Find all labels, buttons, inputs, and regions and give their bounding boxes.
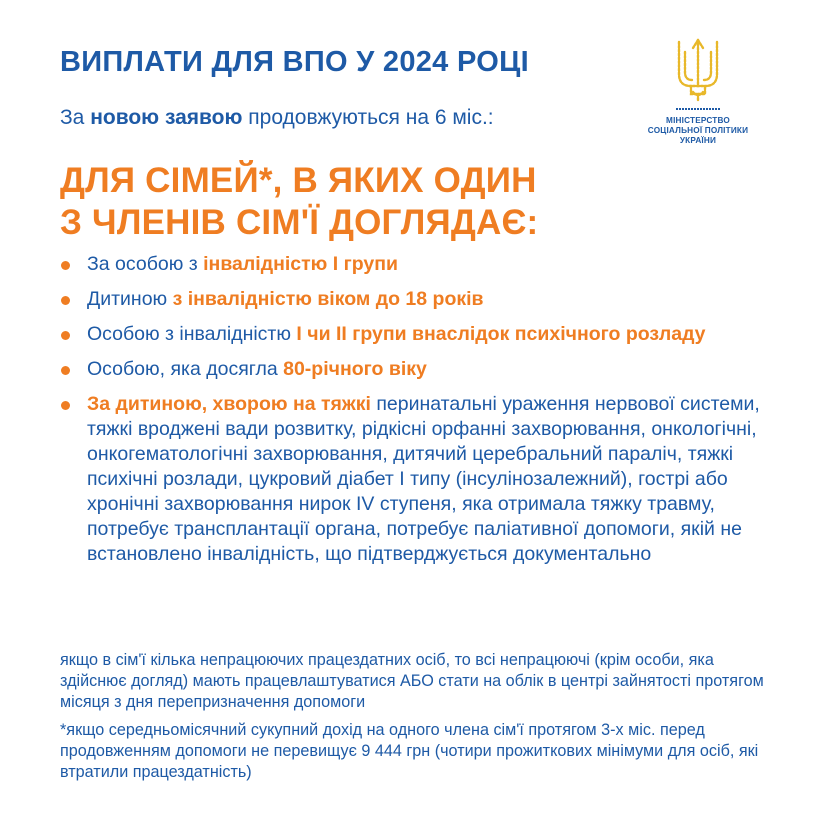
bullet-dot-icon (61, 296, 70, 305)
ministry-logo (646, 36, 750, 146)
list-item (60, 252, 760, 277)
trident-icon (673, 36, 723, 102)
item-highlight: 80-річного віку (283, 358, 427, 380)
ministry-name-line-2: СОЦІАЛЬНОЇ ПОЛІТИКИ (647, 126, 749, 135)
ministry-name-line-1: МІНІСТЕРСТВО (666, 116, 730, 125)
bullet-dot-icon (61, 331, 70, 340)
list-item (60, 287, 760, 312)
item-text: Особою з інвалідністю (87, 323, 297, 345)
item-highlight: інвалідністю I групи (203, 253, 398, 275)
ministry-name-line-3: УКРАЇНИ (679, 136, 717, 145)
section-heading (60, 160, 538, 244)
item-highlight: I чи II групи внаслідок психічного розладу (296, 323, 706, 345)
list-item (60, 357, 760, 382)
list-item (60, 392, 760, 567)
bullet-dot-icon (61, 401, 70, 410)
list-item (60, 322, 760, 347)
bullet-dot-icon (61, 261, 70, 270)
item-text: Особою, яка досягла (87, 358, 284, 380)
page-title: ВИПЛАТИ ДЛЯ ВПО У 2024 РОЦІ (60, 46, 529, 78)
bullet-dot-icon (61, 366, 70, 375)
item-highlight: з інвалідністю віком до 18 років (172, 288, 484, 310)
eligibility-list (60, 252, 760, 577)
item-rest: перинатальні ураження нервової системи, тяжкі вроджені вади розвитку, рідкісні орфанні захворювання, онкологічні, онкогематологічні захворювання, дитячий церебральний параліч, тяжкі психічні розлади, цукровий діабет I типу (інсулінозалежний), гострі або хронічні захворювання нирок IV ступеня, яка отримала тяжку травму, потребує трансплантації органа, потребує паліативної допомоги, якій не встановлено інвалідність, що підтверджується документально (87, 393, 760, 565)
heading-line-1: ДЛЯ СІМЕЙ*, В ЯКИХ ОДИН (60, 161, 537, 200)
item-highlight: За дитиною, хворою на тяжкі (87, 393, 371, 415)
footnote-employment: якщо в сім'ї кілька непрацюючих працездатних осіб, то всі непрацюючі (крім особи, яка здійснює догляд) мають працевлаштуватися АБО стати на облік в центрі зайнятості протягом місяця з дня перепризначення допомоги (60, 651, 764, 711)
subtitle-bold: новою заявою (90, 106, 243, 129)
logo-divider (676, 108, 720, 110)
heading-line-2: З ЧЛЕНІВ СІМ'Ї ДОГЛЯДАЄ: (60, 203, 539, 242)
subtitle-prefix: За (60, 106, 91, 129)
item-text: Дитиною (87, 288, 173, 310)
subtitle (60, 106, 494, 130)
subtitle-suffix: продовжуються на 6 міс.: (242, 106, 494, 129)
footnote-income: *якщо середньомісячний сукупний дохід на одного члена сім'ї протягом 3-х міс. перед продовженням допомоги не перевищує 9 444 грн (чотири прожиткових мінімуми для осіб, які втратили працездатність) (60, 721, 759, 781)
item-text: За особою з (87, 253, 204, 275)
